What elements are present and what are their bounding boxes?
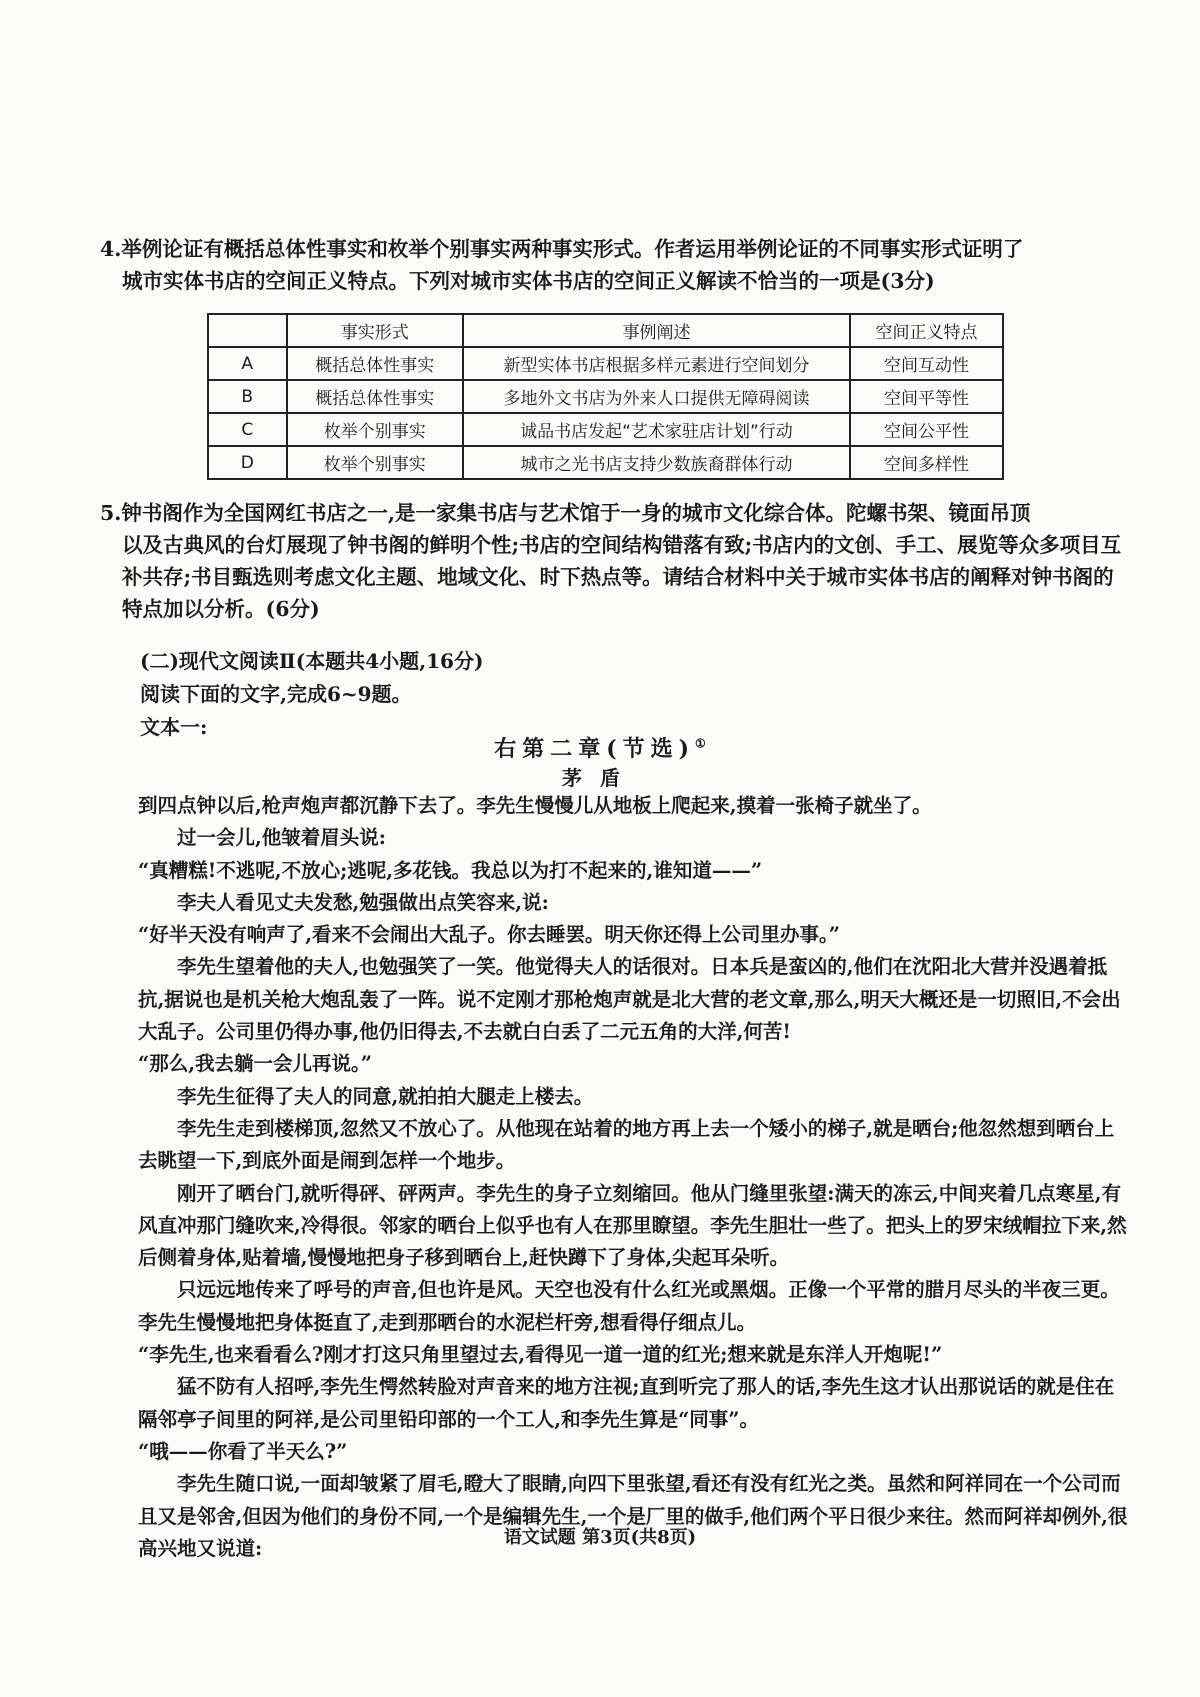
paragraph: 只远远地传来了呼号的声音,但也许是风。天空也没有什么红光或黑烟。正像一个平常的腊月尽头的半夜三更。李先生慢慢地把身体挺直了,走到那晒台的水泥栏杆旁,想看得仔细点儿。 [138, 1278, 1120, 1334]
option-letter: D [208, 446, 287, 479]
paragraph: 李夫人看见丈夫发愁,勉强做出点笑容来,说: [177, 890, 549, 914]
example-statement: 多地外文书店为外来人口提供无障碍阅读 [463, 380, 850, 413]
question-4 [100, 233, 1130, 297]
example-statement: 诚品书店发起“艺术家驻店计划”行动 [463, 413, 850, 446]
table-row [208, 446, 1003, 479]
question-5 [100, 497, 1130, 625]
question-5-line1: 5.钟书阁作为全国网红书店之一,是一家集书店与艺术馆于一身的城市文化综合体。陀螺书架、镜面吊顶 [100, 501, 1031, 525]
table-row [208, 347, 1003, 380]
space-justice-feature: 空间平等性 [850, 380, 1003, 413]
paragraph: 李先生征得了夫人的同意,就拍拍大腿走上楼去。 [177, 1084, 594, 1108]
paragraph: “好半天没有响声了,看来不会闹出大乱子。你去睡罢。明天你还得上公司里办事。” [138, 923, 840, 947]
article-title-text: 右第二章(节选) [494, 736, 696, 762]
option-letter: C [208, 413, 287, 446]
paragraph: “那么,我去躺一会儿再说。” [138, 1052, 372, 1076]
fact-form: 概括总体性事实 [287, 347, 464, 380]
table-header-cell: 空间正义特点 [850, 314, 1003, 347]
paragraph: 李先生望着他的夫人,也勉强笑了一笑。他觉得夫人的话很对。日本兵是蛮凶的,他们在沈阳北大营并没遇着抵抗,据说也是机关枪大炮乱轰了一阵。说不定刚才那枪炮声就是北大营的老文章,那么,明天大概还是一切照旧,不会出大乱子。公司里仍得办事,他仍旧得去,不去就白白丢了二元五角的大洋,何苦! [138, 955, 1121, 1044]
space-justice-feature: 空间公平性 [850, 413, 1003, 446]
example-statement: 新型实体书店根据多样元素进行空间划分 [463, 347, 850, 380]
fact-form-table [207, 313, 1004, 480]
fact-form: 概括总体性事实 [287, 380, 464, 413]
text-label: 文本一: [140, 715, 208, 739]
paragraph: 刚开了晒台门,就听得砰、砰两声。李先生的身子立刻缩回。他从门缝里张望:满天的冻云,中间夹着几点寒星,有风直冲那门缝吹来,冷得很。邻家的晒台上似乎也有人在那里瞭望。李先生胆壮一些了。把头上的罗宋绒帽拉下来,然后侧着身体,贴着墙,慢慢地把身子移到晒台上,赶快蹲下了身体,尖起耳朵听。 [138, 1181, 1127, 1270]
question-4-line2: 城市实体书店的空间正义特点。下列对城市实体书店的空间正义解读不恰当的一项是(3分) [122, 269, 935, 293]
example-statement: 城市之光书店支持少数族裔群体行动 [463, 446, 850, 479]
article-body [138, 790, 1128, 1565]
footnote-mark: ① [695, 736, 706, 751]
space-justice-feature: 空间多样性 [850, 446, 1003, 479]
table-row [208, 380, 1003, 413]
paragraph: “哦——你看了半天么?” [138, 1439, 348, 1463]
paragraph: 到四点钟以后,枪声炮声都沉静下去了。李先生慢慢儿从地板上爬起来,摸着一张椅子就坐了。 [138, 794, 932, 817]
section-instruction: 阅读下面的文字,完成6~9题。 [140, 682, 412, 706]
article-author: 茅盾 [562, 766, 638, 790]
space-justice-feature: 空间互动性 [850, 347, 1003, 380]
section-heading: (二)现代文阅读Ⅱ(本题共4小题,16分) [140, 649, 484, 673]
paragraph: 李先生走到楼梯顶,忽然又不放心了。从他现在站着的地方再上去一个矮小的梯子,就是晒台;他忽然想到晒台上去眺望一下,到底外面是闹到怎样一个地步。 [138, 1116, 1115, 1173]
option-letter: B [208, 380, 287, 413]
table-header-cell: 事实形式 [287, 314, 464, 347]
paragraph: “真糟糕!不逃呢,不放心;逃呢,多花钱。我总以为打不起来的,谁知道——” [138, 858, 763, 882]
question-5-rest: 以及古典风的台灯展现了钟书阁的鲜明个性;书店的空间结构错落有致;书店内的文创、手工、展览等众多项目互补共存;书目甄选则考虑文化主题、地域文化、时下热点等。请结合材料中关于城市实体书店的阐释对钟书阁的特点加以分析。(6分) [122, 533, 1122, 621]
paragraph: 过一会儿,他皱着眉头说: [177, 826, 386, 850]
paragraph: “李先生,也来看看么?刚才打这只角里望过去,看得见一道一道的红光;想来就是东洋人开炮呢!” [138, 1343, 943, 1367]
fact-form: 枚举个别事实 [287, 446, 464, 479]
paragraph: 李先生随口说,一面却皱紧了眉毛,瞪大了眼睛,向四下里张望,看还有没有红光之类。虽然和阿祥同在一个公司而且又是邻舍,但因为他们的身份不同,一个是编辑先生,一个是厂里的做手,他们两个平日很少来往。然而阿祥却例外,很高兴地又说道: [138, 1472, 1128, 1560]
article-title [0, 732, 1200, 763]
table-header-row [208, 314, 1003, 347]
reading-section [140, 645, 1130, 744]
table-header-cell: 事例阐述 [463, 314, 850, 347]
page-footer: 语文试题 第3页(共8页) [503, 1527, 697, 1548]
option-letter: A [208, 347, 287, 380]
table-row [208, 413, 1003, 446]
question-4-line1: 4.举例论证有概括总体性事实和枚举个别事实两种事实形式。作者运用举例论证的不同事实形式证明了 [100, 237, 1024, 261]
fact-form: 枚举个别事实 [287, 413, 464, 446]
paragraph: 猛不防有人招呼,李先生愕然转脸对声音来的地方注视;直到听完了那人的话,李先生这才认出那说话的就是住在隔邻亭子间里的阿祥,是公司里铅印部的一个工人,和李先生算是“同事”。 [138, 1375, 1115, 1431]
table-header-cell [208, 314, 287, 347]
